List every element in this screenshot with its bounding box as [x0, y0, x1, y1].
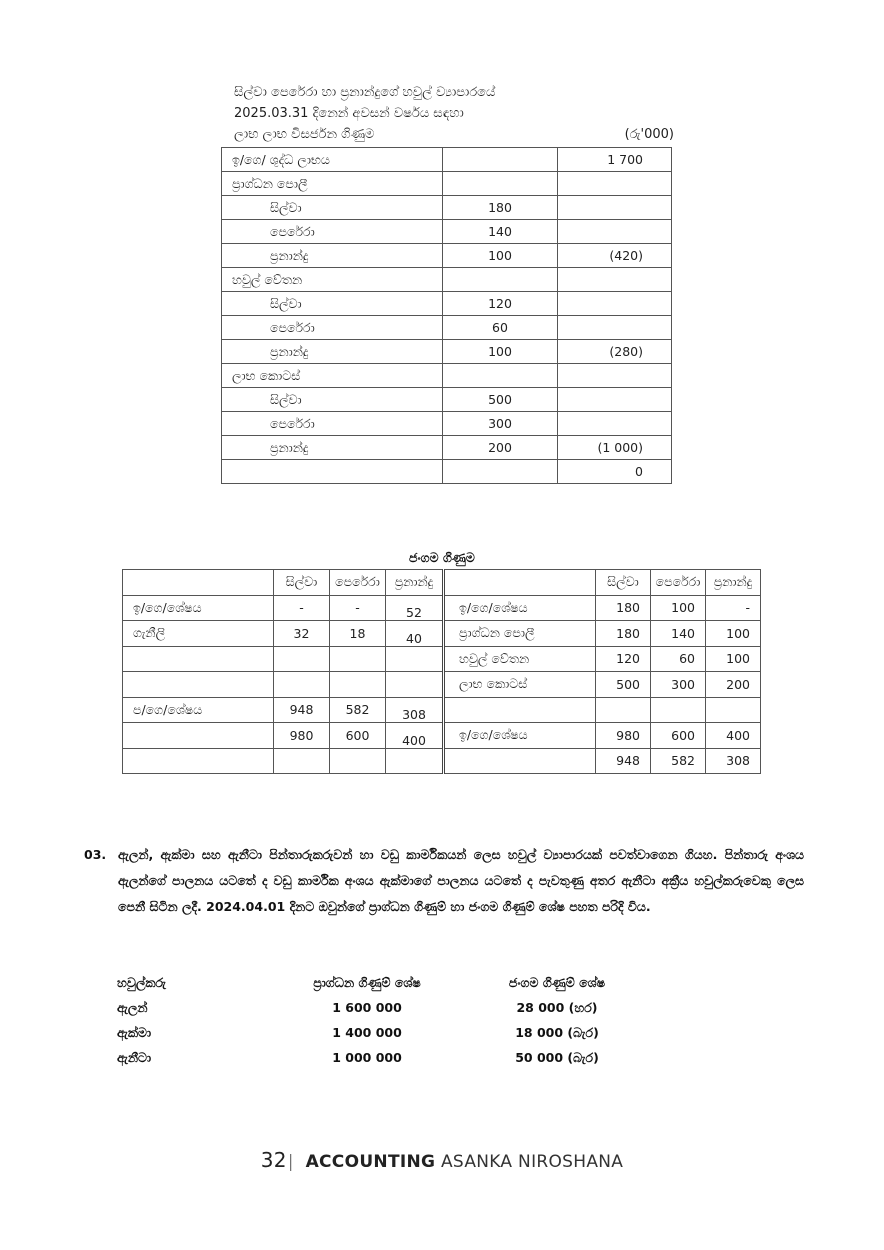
table-row [222, 340, 672, 364]
row-total: 1 700 [558, 148, 672, 172]
row-label: පෙරේරා [222, 412, 443, 436]
debit-label: ප/ගෙ/ශේෂය [123, 697, 274, 723]
table-row [123, 595, 761, 621]
table-row [222, 412, 672, 436]
page-number: 32 [260, 1148, 287, 1172]
capital-balance: 1 600 000 [332, 1000, 402, 1015]
credit-silva: 948 [596, 748, 651, 774]
debit-silva: 980 [274, 723, 330, 749]
table-row [222, 268, 672, 292]
debit-perera [330, 646, 386, 672]
question-number: 03. [84, 847, 107, 862]
table-row [222, 148, 672, 172]
column-header: සිල්වා [274, 570, 330, 596]
debit-prnandu [386, 748, 444, 774]
debit-perera: - [330, 595, 386, 621]
table-row [117, 1045, 647, 1070]
footer-brand: ACCOUNTING [305, 1152, 436, 1172]
table-row [123, 646, 761, 672]
partner-name: ඇලන් [117, 999, 148, 1015]
credit-prnandu: 308 [706, 748, 761, 774]
credit-perera: 100 [651, 595, 706, 621]
row-label: ලාභ කොටස් [222, 364, 443, 388]
debit-label: ඉ/ගෙ/ශේෂය [123, 595, 274, 621]
row-amount: 120 [443, 292, 558, 316]
row-total [558, 268, 672, 292]
table-row [222, 388, 672, 412]
row-total [558, 220, 672, 244]
page-footer [0, 1148, 884, 1172]
row-amount: 60 [443, 316, 558, 340]
row-total: (280) [558, 340, 672, 364]
table-row [222, 316, 672, 340]
credit-prnandu: 100 [706, 621, 761, 647]
debit-prnandu: 40 [386, 621, 444, 647]
row-total: 0 [558, 460, 672, 484]
heading-line-3-row [234, 124, 674, 145]
table-row [123, 748, 761, 774]
credit-label: හවුල් වේතන [444, 646, 596, 672]
table-row [123, 621, 761, 647]
credit-perera: 140 [651, 621, 706, 647]
column-header: ප්‍රාග්ධන ගිණුම් ශේෂ [313, 974, 421, 990]
debit-prnandu: 308 [386, 697, 444, 723]
debit-prnandu: 52 [386, 595, 444, 621]
credit-silva: 180 [596, 621, 651, 647]
heading-line-3: ලාභ ලාභ විසර්ජන ගිණුම [234, 127, 375, 142]
table-row [222, 196, 672, 220]
row-label: සිල්වා [222, 292, 443, 316]
question-block [84, 842, 804, 920]
heading-line-2: 2025.03.31 දිනෙන් අවසන් වර්ෂය සඳහා [234, 106, 464, 121]
row-total [558, 412, 672, 436]
row-amount: 180 [443, 196, 558, 220]
table-row [222, 436, 672, 460]
credit-silva [596, 697, 651, 723]
credit-label: ලාභ කොටස් [444, 672, 596, 698]
row-total [558, 316, 672, 340]
credit-prnandu: 400 [706, 723, 761, 749]
table-row [117, 995, 647, 1020]
current-balance: 28 000 (හර) [516, 999, 598, 1015]
column-header: හවුල්කරු [117, 974, 166, 990]
credit-perera: 582 [651, 748, 706, 774]
row-label: ප්‍රනාන්දු [222, 244, 443, 268]
credit-silva: 120 [596, 646, 651, 672]
column-header: ජංගම ගිණුම් ශේෂ [508, 974, 606, 990]
row-label: පෙරේරා [222, 316, 443, 340]
credit-silva: 180 [596, 595, 651, 621]
credit-silva: 980 [596, 723, 651, 749]
row-amount: 100 [443, 244, 558, 268]
credit-perera [651, 697, 706, 723]
row-total [558, 172, 672, 196]
table-row [222, 172, 672, 196]
debit-silva [274, 646, 330, 672]
debit-silva [274, 748, 330, 774]
row-amount [443, 172, 558, 196]
current-balance: 18 000 (බැර) [515, 1024, 599, 1040]
credit-prnandu: 200 [706, 672, 761, 698]
column-header: ප්‍රනාන්දු [706, 570, 761, 596]
table-row [222, 292, 672, 316]
row-label: ප්‍රනාන්දු [222, 340, 443, 364]
row-label: හවුල් වේතන [222, 268, 443, 292]
debit-label [123, 748, 274, 774]
row-label: ඉ/ගෙ/ ශුද්ධ ලාභය [222, 148, 443, 172]
footer-author: ASANKA NIROSHANA [440, 1152, 624, 1172]
row-amount [443, 148, 558, 172]
credit-prnandu [706, 697, 761, 723]
question-text: ඇලන්, ඇක්මා සහ ඇනීටා පින්තාරුකරුවන් හා වඩු කාර්මිකයන් ලෙස හවුල් ව්‍යාපාරයක් පවත්වාගෙන ගියහ. පින්තාරු අංශය ඇලන්ගේ පාලනය යටතේ ද වඩු කාර්මික අංශය ඇක්මාගේ පාලනය යටතේ ද පැවතුණු අතර ඇනීටා අක්‍රීය හවුල්කරුවෙකු ලෙස පෙනී සිටින ලදී. 2024.04.01 දිනට ඔවුන්ගේ ප්‍රාග්ධන ගිණුම් හා ජංගම ගිණුම් ශේෂ පහත පරිදි විය. [118, 847, 804, 914]
debit-perera: 582 [330, 697, 386, 723]
debit-silva: - [274, 595, 330, 621]
debit-label: ගැනීලි [123, 621, 274, 647]
row-total: (1 000) [558, 436, 672, 460]
credit-prnandu: - [706, 595, 761, 621]
header-row [123, 570, 761, 596]
footer-separator: | [287, 1152, 294, 1172]
debit-perera: 18 [330, 621, 386, 647]
balances-table [117, 970, 647, 1070]
header-row [117, 970, 647, 995]
debit-perera [330, 748, 386, 774]
row-amount: 200 [443, 436, 558, 460]
row-amount: 140 [443, 220, 558, 244]
credit-label: ඉ/ගෙ/ශේෂය [444, 595, 596, 621]
debit-silva: 32 [274, 621, 330, 647]
credit-perera: 600 [651, 723, 706, 749]
row-label: ප්‍රනාන්දු [222, 436, 443, 460]
debit-label [123, 646, 274, 672]
table-row [123, 697, 761, 723]
heading-line-1: සිල්වා පෙරේරා හා ප්‍රනාන්දුගේ හවුල් ව්‍යාපාරයේ [234, 85, 496, 100]
table-row [222, 244, 672, 268]
row-total [558, 292, 672, 316]
current-account-table [122, 569, 761, 774]
row-amount: 500 [443, 388, 558, 412]
table-row [123, 672, 761, 698]
current-account-title: ජංගම ගිණුම [409, 550, 475, 565]
debit-silva: 948 [274, 697, 330, 723]
row-total: (420) [558, 244, 672, 268]
row-label [222, 460, 443, 484]
credit-label: ඉ/ගෙ/ශේෂය [444, 723, 596, 749]
row-amount [443, 460, 558, 484]
row-label: සිල්වා [222, 388, 443, 412]
row-label: ප්‍රාග්ධන පොලී [222, 172, 443, 196]
appropriation-table [221, 147, 672, 484]
row-amount [443, 268, 558, 292]
debit-label [123, 672, 274, 698]
debit-prnandu: 400 [386, 723, 444, 749]
row-label: පෙරේරා [222, 220, 443, 244]
credit-perera: 300 [651, 672, 706, 698]
credit-label [444, 697, 596, 723]
debit-silva [274, 672, 330, 698]
column-header: පෙරේරා [651, 570, 706, 596]
row-amount: 300 [443, 412, 558, 436]
debit-perera [330, 672, 386, 698]
debit-perera: 600 [330, 723, 386, 749]
row-amount [443, 364, 558, 388]
capital-balance: 1 400 000 [332, 1025, 402, 1040]
row-label: සිල්වා [222, 196, 443, 220]
debit-prnandu [386, 646, 444, 672]
table-row [222, 460, 672, 484]
column-header [444, 570, 596, 596]
table-row [123, 723, 761, 749]
row-total [558, 364, 672, 388]
row-total [558, 388, 672, 412]
column-header: සිල්වා [596, 570, 651, 596]
column-header: ප්‍රනාන්දු [386, 570, 444, 596]
capital-balance: 1 000 000 [332, 1050, 402, 1065]
credit-label [444, 748, 596, 774]
column-header: පෙරේරා [330, 570, 386, 596]
current-balance: 50 000 (බැර) [515, 1049, 599, 1065]
row-total [558, 196, 672, 220]
debit-label [123, 723, 274, 749]
unit-label: (රු'000) [624, 127, 674, 142]
column-header [123, 570, 274, 596]
credit-perera: 60 [651, 646, 706, 672]
row-amount: 100 [443, 340, 558, 364]
appropriation-heading [234, 82, 674, 145]
debit-prnandu [386, 672, 444, 698]
table-row [117, 1020, 647, 1045]
credit-silva: 500 [596, 672, 651, 698]
credit-prnandu: 100 [706, 646, 761, 672]
partner-name: ඇනීටා [117, 1049, 152, 1065]
partner-name: ඇක්මා [117, 1024, 152, 1040]
credit-label: ප්‍රාග්ධන පොලී [444, 621, 596, 647]
table-row [222, 220, 672, 244]
table-row [222, 364, 672, 388]
